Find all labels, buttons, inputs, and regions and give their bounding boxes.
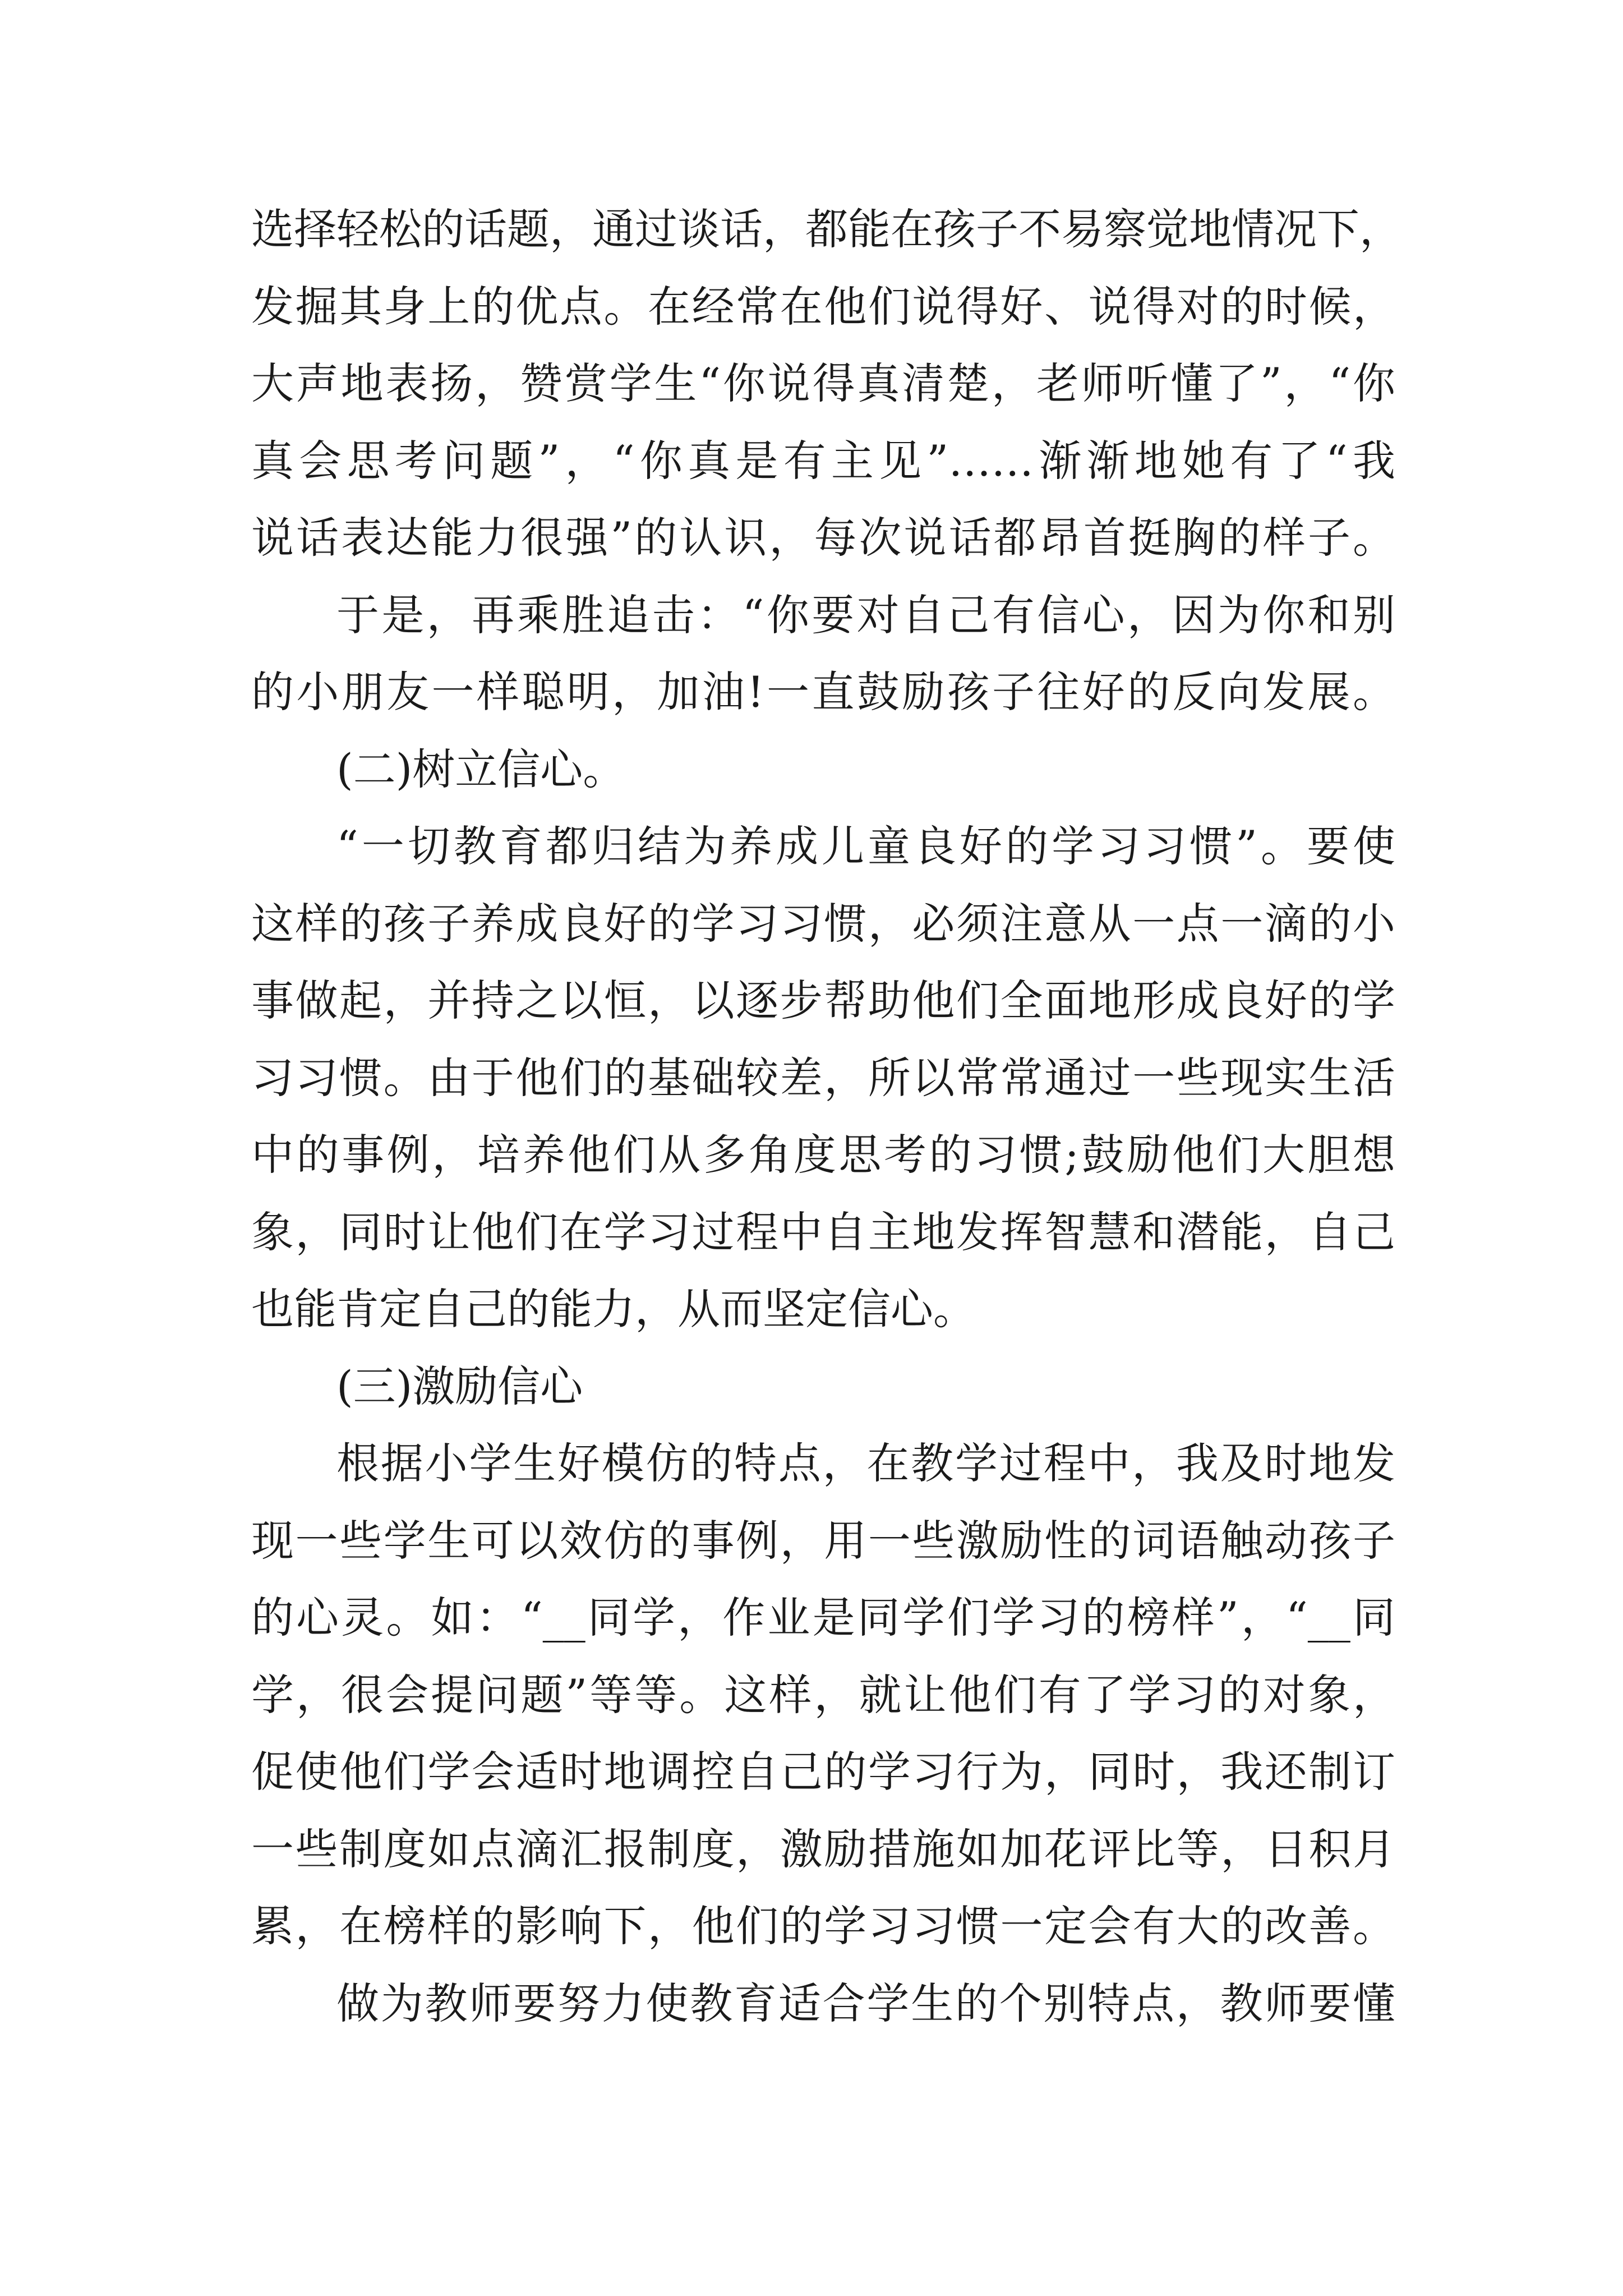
text-line: 的心灵。如：“__同学，作业是同学们学习的榜样”，“__同 [251,1593,1395,1642]
text-line: 说话表达能力很强”的认识，每次说话都昂首挺胸的样子。 [251,513,1395,563]
paragraph-first-line: “一切教育都归结为养成儿童良好的学习习惯”。要使 [336,821,1395,871]
text-line: 象，同时让他们在学习过程中自主地发挥智慧和潜能，自己 [251,1207,1395,1257]
section-heading: (二)树立信心。 [336,744,626,794]
paragraph-first-line: 根据小学生好模仿的特点，在教学过程中，我及时地发 [336,1438,1395,1488]
paragraph-first-line: 做为教师要努力使教育适合学生的个别特点，教师要懂 [336,1978,1395,2028]
text-line: 发掘其身上的优点。在经常在他们说得好、说得对的时候， [251,281,1395,332]
section-heading: (三)激励信心 [336,1361,583,1411]
paragraph-last-line: 也能肯定自己的能力，从而坚定信心。 [251,1284,976,1334]
paragraph-first-line: 于是，再乘胜追击：“你要对自己有信心，因为你和别 [336,590,1395,640]
text-line: 这样的孩子养成良好的学习习惯，必须注意从一点一滴的小 [251,898,1395,949]
text-line: 累，在榜样的影响下，他们的学习习惯一定会有大的改善。 [251,1901,1395,1951]
text-line: 中的事例，培养他们从多角度思考的习惯;鼓励他们大胆想 [251,1130,1395,1180]
text-line: 现一些学生可以效仿的事例，用一些激励性的词语触动孩子 [251,1515,1395,1566]
text-line: 事做起，并持之以恒，以逐步帮助他们全面地形成良好的学 [251,976,1395,1025]
text-line: 真会思考问题”，“你真是有主见”……渐渐地她有了“我 [251,435,1395,486]
text-line: 一些制度如点滴汇报制度，激励措施如加花评比等，日积月 [251,1824,1395,1874]
text-line: 大声地表扬，赞赏学生“你说得真清楚，老师听懂了”，“你 [251,358,1395,408]
text-line: 的小朋友一样聪明，加油!一直鼓励孩子往好的反向发展。 [251,667,1395,717]
text-line: 学，很会提问题”等等。这样，就让他们有了学习的对象， [251,1669,1395,1720]
text-line: 习习惯。由于他们的基础较差，所以常常通过一些现实生活 [251,1052,1395,1103]
text-line: 促使他们学会适时地调控自己的学习行为，同时，我还制订 [251,1747,1395,1797]
text-line: 选择轻松的话题，通过谈话，都能在孩子不易察觉地情况下， [251,204,1402,254]
body-text [251,191,1402,2042]
